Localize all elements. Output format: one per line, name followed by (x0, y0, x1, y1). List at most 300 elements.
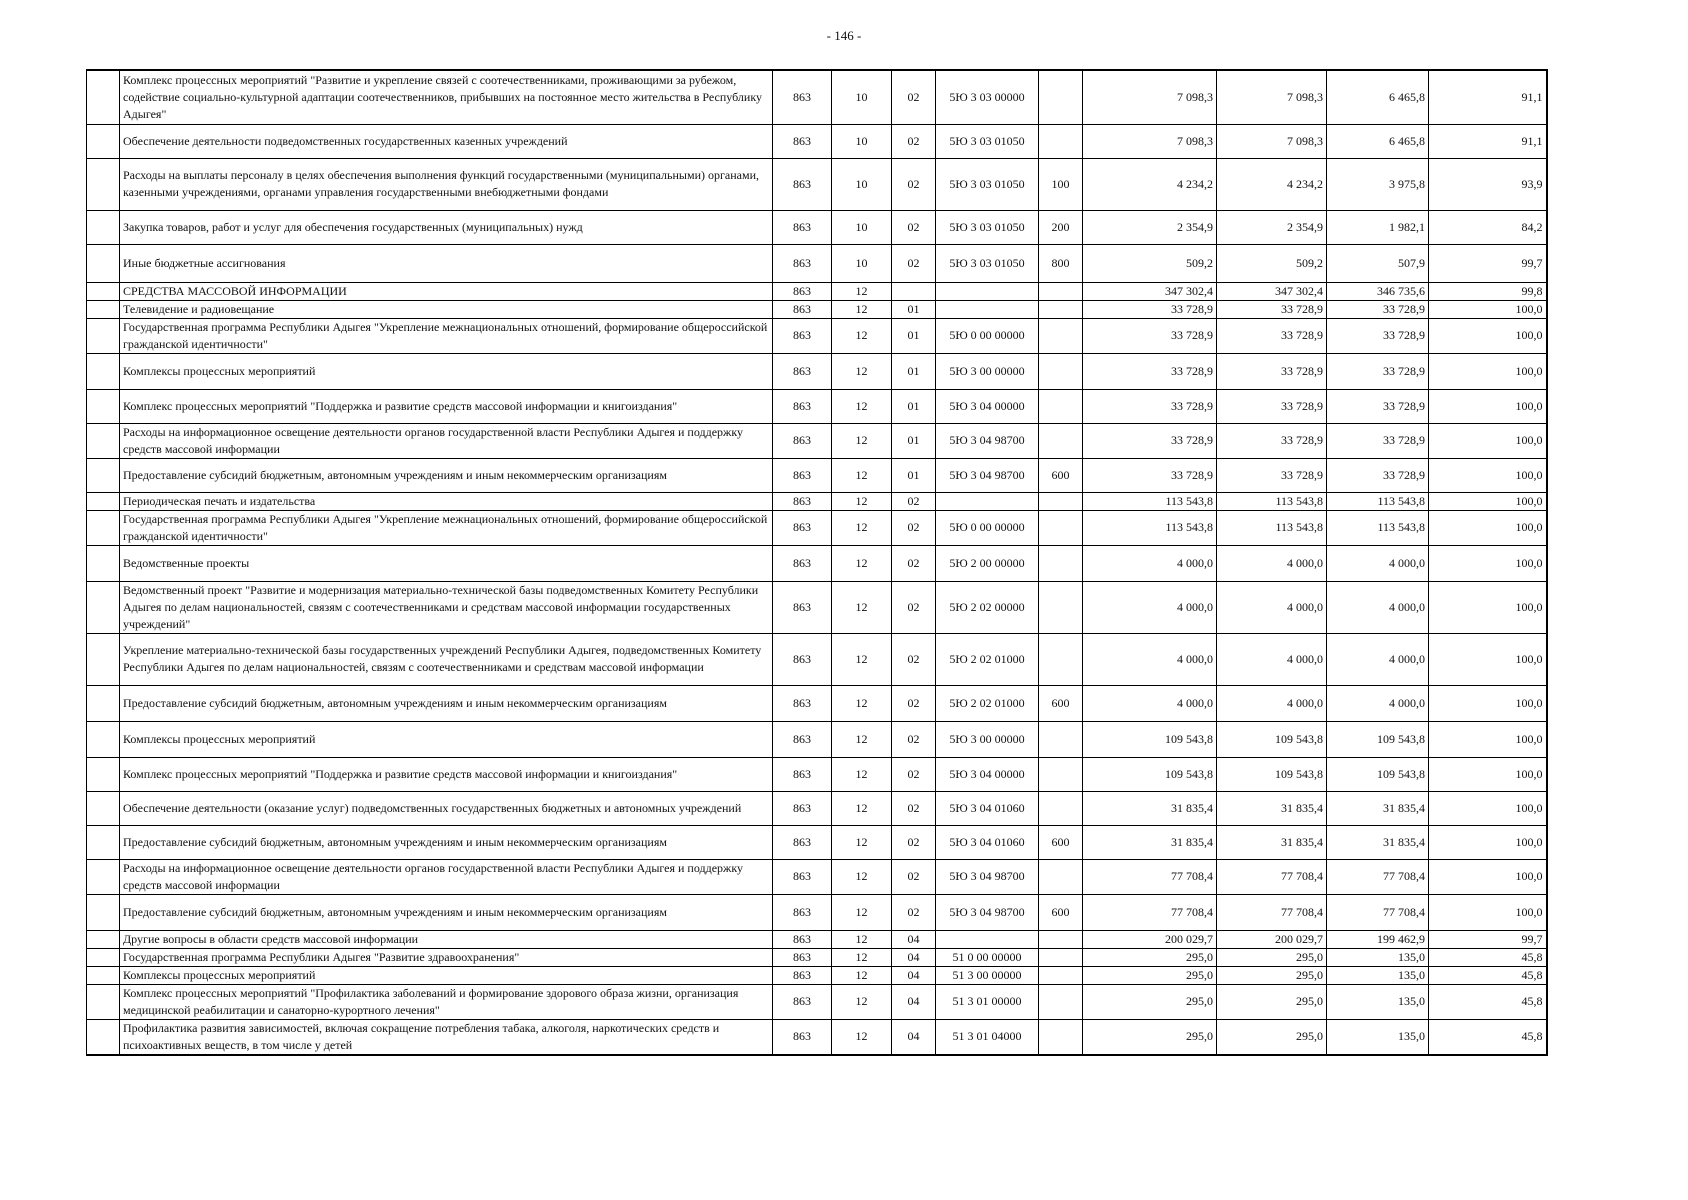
org-code: 863 (773, 244, 832, 282)
org-code: 863 (773, 458, 832, 492)
org-code: 863 (773, 859, 832, 894)
budget-table (86, 69, 1548, 1056)
refined-amount: 295,0 (1217, 984, 1327, 1019)
row-margin-cell (87, 859, 120, 894)
executed-amount: 33 728,9 (1327, 458, 1429, 492)
table-row (87, 825, 1547, 859)
refined-amount: 33 728,9 (1217, 318, 1327, 353)
row-margin-cell (87, 757, 120, 791)
target-article: 5Ю 3 04 98700 (936, 859, 1039, 894)
expense-type (1039, 757, 1083, 791)
approved-amount: 4 234,2 (1083, 158, 1217, 210)
target-article: 51 0 00 00000 (936, 948, 1039, 966)
approved-amount: 7 098,3 (1083, 124, 1217, 158)
subsection-code: 02 (892, 825, 936, 859)
row-margin-cell (87, 353, 120, 389)
executed-amount: 6 465,8 (1327, 70, 1429, 124)
section-code: 12 (832, 458, 892, 492)
approved-amount: 33 728,9 (1083, 458, 1217, 492)
table-row (87, 859, 1547, 894)
org-code: 863 (773, 423, 832, 458)
subsection-code: 01 (892, 458, 936, 492)
target-article: 5Ю 3 03 01050 (936, 124, 1039, 158)
expense-type (1039, 124, 1083, 158)
refined-amount: 7 098,3 (1217, 124, 1327, 158)
section-code: 12 (832, 633, 892, 685)
row-name: Предоставление субсидий бюджетным, автономным учреждениям и иным некоммерческим организациям (120, 894, 773, 930)
executed-amount: 33 728,9 (1327, 389, 1429, 423)
executed-amount: 507,9 (1327, 244, 1429, 282)
section-code: 12 (832, 389, 892, 423)
approved-amount: 4 000,0 (1083, 581, 1217, 633)
row-margin-cell (87, 545, 120, 581)
subsection-code: 01 (892, 353, 936, 389)
refined-amount: 109 543,8 (1217, 721, 1327, 757)
section-code: 12 (832, 581, 892, 633)
section-code: 12 (832, 859, 892, 894)
org-code: 863 (773, 633, 832, 685)
org-code: 863 (773, 545, 832, 581)
target-article (936, 282, 1039, 300)
table-row (87, 353, 1547, 389)
section-code: 10 (832, 244, 892, 282)
subsection-code: 04 (892, 966, 936, 984)
row-margin-cell (87, 458, 120, 492)
row-name: Комплекс процессных мероприятий "Поддержка и развитие средств массовой информации и книгоиздания" (120, 389, 773, 423)
execution-percent: 100,0 (1429, 389, 1547, 423)
executed-amount: 33 728,9 (1327, 300, 1429, 318)
execution-percent: 100,0 (1429, 791, 1547, 825)
refined-amount: 77 708,4 (1217, 859, 1327, 894)
refined-amount: 509,2 (1217, 244, 1327, 282)
executed-amount: 135,0 (1327, 948, 1429, 966)
refined-amount: 4 000,0 (1217, 545, 1327, 581)
expense-type: 100 (1039, 158, 1083, 210)
target-article: 5Ю 3 04 00000 (936, 757, 1039, 791)
execution-percent: 100,0 (1429, 581, 1547, 633)
expense-type (1039, 791, 1083, 825)
expense-type (1039, 423, 1083, 458)
section-code: 12 (832, 318, 892, 353)
section-code: 12 (832, 825, 892, 859)
target-article: 5Ю 3 03 01050 (936, 210, 1039, 244)
target-article: 51 3 00 00000 (936, 966, 1039, 984)
target-article (936, 492, 1039, 510)
target-article: 5Ю 2 00 00000 (936, 545, 1039, 581)
subsection-code: 02 (892, 581, 936, 633)
section-code: 12 (832, 948, 892, 966)
row-name: Телевидение и радиовещание (120, 300, 773, 318)
row-margin-cell (87, 210, 120, 244)
subsection-code: 02 (892, 894, 936, 930)
section-code: 10 (832, 210, 892, 244)
expense-type: 600 (1039, 685, 1083, 721)
expense-type: 800 (1039, 244, 1083, 282)
executed-amount: 199 462,9 (1327, 930, 1429, 948)
approved-amount: 509,2 (1083, 244, 1217, 282)
subsection-code: 01 (892, 318, 936, 353)
subsection-code: 02 (892, 859, 936, 894)
table-row (87, 458, 1547, 492)
approved-amount: 4 000,0 (1083, 633, 1217, 685)
subsection-code: 02 (892, 633, 936, 685)
target-article: 5Ю 3 00 00000 (936, 721, 1039, 757)
section-code: 12 (832, 894, 892, 930)
row-name: Обеспечение деятельности подведомственных государственных казенных учреждений (120, 124, 773, 158)
section-code: 12 (832, 966, 892, 984)
row-margin-cell (87, 510, 120, 545)
execution-percent: 100,0 (1429, 458, 1547, 492)
executed-amount: 33 728,9 (1327, 423, 1429, 458)
section-code: 10 (832, 70, 892, 124)
executed-amount: 33 728,9 (1327, 353, 1429, 389)
row-margin-cell (87, 70, 120, 124)
approved-amount: 31 835,4 (1083, 825, 1217, 859)
refined-amount: 113 543,8 (1217, 492, 1327, 510)
refined-amount: 31 835,4 (1217, 791, 1327, 825)
table-row (87, 210, 1547, 244)
execution-percent: 91,1 (1429, 70, 1547, 124)
org-code: 863 (773, 1019, 832, 1055)
row-margin-cell (87, 423, 120, 458)
table-row (87, 423, 1547, 458)
subsection-code: 02 (892, 510, 936, 545)
org-code: 863 (773, 930, 832, 948)
row-name: Иные бюджетные ассигнования (120, 244, 773, 282)
section-code: 12 (832, 353, 892, 389)
row-name: Государственная программа Республики Адыгея "Укрепление межнациональных отношений, формирование общероссийской гражданской идентичности" (120, 510, 773, 545)
table-row (87, 510, 1547, 545)
approved-amount: 200 029,7 (1083, 930, 1217, 948)
target-article: 5Ю 3 03 01050 (936, 244, 1039, 282)
org-code: 863 (773, 791, 832, 825)
execution-percent: 91,1 (1429, 124, 1547, 158)
target-article: 5Ю 3 04 98700 (936, 458, 1039, 492)
subsection-code: 04 (892, 948, 936, 966)
execution-percent: 45,8 (1429, 948, 1547, 966)
table-row (87, 492, 1547, 510)
row-margin-cell (87, 984, 120, 1019)
org-code: 863 (773, 966, 832, 984)
section-code: 12 (832, 721, 892, 757)
executed-amount: 33 728,9 (1327, 318, 1429, 353)
executed-amount: 135,0 (1327, 984, 1429, 1019)
target-article: 5Ю 3 03 00000 (936, 70, 1039, 124)
section-code: 12 (832, 282, 892, 300)
row-name: Комплекс процессных мероприятий "Развитие и укрепление связей с соотечественниками, проживающими за рубежом, содействие социально-культурной адаптации соотечественников, прибывших на постоянное место жительства в Республику Адыгея" (120, 70, 773, 124)
row-name: Расходы на информационное освещение деятельности органов государственной власти Республики Адыгея и поддержку средств массовой информации (120, 423, 773, 458)
org-code: 863 (773, 757, 832, 791)
table-row (87, 581, 1547, 633)
row-margin-cell (87, 1019, 120, 1055)
executed-amount: 113 543,8 (1327, 510, 1429, 545)
subsection-code: 01 (892, 423, 936, 458)
target-article: 5Ю 2 02 01000 (936, 685, 1039, 721)
org-code: 863 (773, 492, 832, 510)
expense-type (1039, 318, 1083, 353)
target-article: 51 3 01 04000 (936, 1019, 1039, 1055)
refined-amount: 33 728,9 (1217, 423, 1327, 458)
target-article: 5Ю 3 04 00000 (936, 389, 1039, 423)
executed-amount: 6 465,8 (1327, 124, 1429, 158)
row-name: Комплексы процессных мероприятий (120, 721, 773, 757)
table-row (87, 966, 1547, 984)
refined-amount: 33 728,9 (1217, 458, 1327, 492)
org-code: 863 (773, 685, 832, 721)
row-name: Предоставление субсидий бюджетным, автономным учреждениям и иным некоммерческим организациям (120, 825, 773, 859)
executed-amount: 113 543,8 (1327, 492, 1429, 510)
execution-percent: 45,8 (1429, 984, 1547, 1019)
subsection-code: 02 (892, 124, 936, 158)
row-margin-cell (87, 930, 120, 948)
expense-type (1039, 1019, 1083, 1055)
row-name: Периодическая печать и издательства (120, 492, 773, 510)
execution-percent: 100,0 (1429, 685, 1547, 721)
subsection-code: 02 (892, 757, 936, 791)
org-code: 863 (773, 984, 832, 1019)
approved-amount: 295,0 (1083, 966, 1217, 984)
section-code: 12 (832, 984, 892, 1019)
refined-amount: 2 354,9 (1217, 210, 1327, 244)
execution-percent: 100,0 (1429, 353, 1547, 389)
row-margin-cell (87, 721, 120, 757)
row-margin-cell (87, 282, 120, 300)
expense-type (1039, 948, 1083, 966)
org-code: 863 (773, 158, 832, 210)
execution-percent: 84,2 (1429, 210, 1547, 244)
approved-amount: 347 302,4 (1083, 282, 1217, 300)
subsection-code: 04 (892, 984, 936, 1019)
execution-percent: 93,9 (1429, 158, 1547, 210)
refined-amount: 295,0 (1217, 948, 1327, 966)
table-row (87, 984, 1547, 1019)
refined-amount: 7 098,3 (1217, 70, 1327, 124)
table-row (87, 244, 1547, 282)
refined-amount: 31 835,4 (1217, 825, 1327, 859)
row-name: Государственная программа Республики Адыгея "Развитие здравоохранения" (120, 948, 773, 966)
section-code: 12 (832, 510, 892, 545)
target-article: 5Ю 2 02 00000 (936, 581, 1039, 633)
approved-amount: 113 543,8 (1083, 510, 1217, 545)
refined-amount: 295,0 (1217, 1019, 1327, 1055)
approved-amount: 77 708,4 (1083, 894, 1217, 930)
approved-amount: 33 728,9 (1083, 300, 1217, 318)
org-code: 863 (773, 353, 832, 389)
section-code: 12 (832, 757, 892, 791)
expense-type (1039, 70, 1083, 124)
org-code: 863 (773, 825, 832, 859)
row-margin-cell (87, 492, 120, 510)
section-code: 12 (832, 930, 892, 948)
row-margin-cell (87, 244, 120, 282)
refined-amount: 295,0 (1217, 966, 1327, 984)
subsection-code: 02 (892, 721, 936, 757)
approved-amount: 33 728,9 (1083, 423, 1217, 458)
section-code: 10 (832, 158, 892, 210)
approved-amount: 4 000,0 (1083, 545, 1217, 581)
approved-amount: 2 354,9 (1083, 210, 1217, 244)
approved-amount: 33 728,9 (1083, 353, 1217, 389)
expense-type (1039, 984, 1083, 1019)
execution-percent: 100,0 (1429, 318, 1547, 353)
refined-amount: 109 543,8 (1217, 757, 1327, 791)
subsection-code (892, 282, 936, 300)
execution-percent: 100,0 (1429, 633, 1547, 685)
refined-amount: 347 302,4 (1217, 282, 1327, 300)
refined-amount: 4 000,0 (1217, 633, 1327, 685)
row-name: Комплекс процессных мероприятий "Профилактика заболеваний и формирование здорового образа жизни, организация медицинской реабилитации и санаторно-курортного лечения" (120, 984, 773, 1019)
approved-amount: 31 835,4 (1083, 791, 1217, 825)
refined-amount: 113 543,8 (1217, 510, 1327, 545)
row-margin-cell (87, 894, 120, 930)
table-row (87, 894, 1547, 930)
executed-amount: 31 835,4 (1327, 791, 1429, 825)
expense-type (1039, 721, 1083, 757)
subsection-code: 02 (892, 545, 936, 581)
execution-percent: 100,0 (1429, 757, 1547, 791)
row-margin-cell (87, 581, 120, 633)
row-name: Комплекс процессных мероприятий "Поддержка и развитие средств массовой информации и книгоиздания" (120, 757, 773, 791)
approved-amount: 77 708,4 (1083, 859, 1217, 894)
executed-amount: 77 708,4 (1327, 859, 1429, 894)
org-code: 863 (773, 510, 832, 545)
table-row (87, 300, 1547, 318)
subsection-code: 02 (892, 158, 936, 210)
subsection-code: 04 (892, 930, 936, 948)
target-article: 5Ю 0 00 00000 (936, 318, 1039, 353)
page-number: - 146 - (826, 28, 862, 43)
execution-percent: 100,0 (1429, 825, 1547, 859)
target-article (936, 300, 1039, 318)
executed-amount: 4 000,0 (1327, 633, 1429, 685)
section-code: 10 (832, 124, 892, 158)
expense-type (1039, 389, 1083, 423)
table-row (87, 545, 1547, 581)
section-code: 12 (832, 492, 892, 510)
approved-amount: 295,0 (1083, 948, 1217, 966)
target-article: 5Ю 3 04 01060 (936, 825, 1039, 859)
refined-amount: 77 708,4 (1217, 894, 1327, 930)
target-article: 5Ю 2 02 01000 (936, 633, 1039, 685)
row-margin-cell (87, 300, 120, 318)
row-name: Расходы на информационное освещение деятельности органов государственной власти Республики Адыгея и поддержку средств массовой информации (120, 859, 773, 894)
row-name: Комплексы процессных мероприятий (120, 353, 773, 389)
subsection-code: 02 (892, 685, 936, 721)
execution-percent: 100,0 (1429, 510, 1547, 545)
row-name: Профилактика развития зависимостей, включая сокращение потребления табака, алкоголя, наркотических средств и психоактивных веществ, в том числе у детей (120, 1019, 773, 1055)
table-row (87, 282, 1547, 300)
target-article: 5Ю 0 00 00000 (936, 510, 1039, 545)
table-row (87, 389, 1547, 423)
approved-amount: 109 543,8 (1083, 757, 1217, 791)
org-code: 863 (773, 948, 832, 966)
expense-type (1039, 282, 1083, 300)
refined-amount: 4 000,0 (1217, 581, 1327, 633)
execution-percent: 100,0 (1429, 894, 1547, 930)
expense-type (1039, 545, 1083, 581)
execution-percent: 100,0 (1429, 492, 1547, 510)
target-article: 5Ю 3 04 98700 (936, 423, 1039, 458)
refined-amount: 4 234,2 (1217, 158, 1327, 210)
section-code: 12 (832, 545, 892, 581)
table-row (87, 948, 1547, 966)
executed-amount: 4 000,0 (1327, 685, 1429, 721)
subsection-code: 02 (892, 244, 936, 282)
executed-amount: 4 000,0 (1327, 581, 1429, 633)
execution-percent: 100,0 (1429, 423, 1547, 458)
approved-amount: 33 728,9 (1083, 389, 1217, 423)
refined-amount: 33 728,9 (1217, 353, 1327, 389)
row-name: Расходы на выплаты персоналу в целях обеспечения выполнения функций государственными (муниципальными) органами, казенными учреждениями, органами управления государственными внебюджетными фондами (120, 158, 773, 210)
table-row (87, 930, 1547, 948)
row-name: Предоставление субсидий бюджетным, автономным учреждениям и иным некоммерческим организациям (120, 458, 773, 492)
target-article: 5Ю 3 04 01060 (936, 791, 1039, 825)
executed-amount: 31 835,4 (1327, 825, 1429, 859)
table-row (87, 633, 1547, 685)
row-name: СРЕДСТВА МАССОВОЙ ИНФОРМАЦИИ (120, 282, 773, 300)
row-name: Ведомственные проекты (120, 545, 773, 581)
executed-amount: 346 735,6 (1327, 282, 1429, 300)
row-name: Ведомственный проект "Развитие и модернизация материально-технической базы подведомственных Комитету Республики Адыгея по делам национальностей, связям с соотечественниками и средствам массовой информации государственных учреждений" (120, 581, 773, 633)
execution-percent: 99,7 (1429, 244, 1547, 282)
execution-percent: 100,0 (1429, 859, 1547, 894)
table-row (87, 124, 1547, 158)
approved-amount: 7 098,3 (1083, 70, 1217, 124)
subsection-code: 01 (892, 300, 936, 318)
row-name: Обеспечение деятельности (оказание услуг) подведомственных государственных бюджетных и автономных учреждений (120, 791, 773, 825)
subsection-code: 02 (892, 70, 936, 124)
budget-rows (87, 70, 1547, 1055)
approved-amount: 295,0 (1083, 984, 1217, 1019)
expense-type (1039, 633, 1083, 685)
org-code: 863 (773, 318, 832, 353)
row-name: Предоставление субсидий бюджетным, автономным учреждениям и иным некоммерческим организациям (120, 685, 773, 721)
subsection-code: 01 (892, 389, 936, 423)
section-code: 12 (832, 423, 892, 458)
execution-percent: 99,8 (1429, 282, 1547, 300)
table-row (87, 791, 1547, 825)
approved-amount: 4 000,0 (1083, 685, 1217, 721)
execution-percent: 45,8 (1429, 966, 1547, 984)
subsection-code: 02 (892, 210, 936, 244)
expense-type (1039, 966, 1083, 984)
target-article: 5Ю 3 04 98700 (936, 894, 1039, 930)
table-row (87, 685, 1547, 721)
table-row (87, 70, 1547, 124)
row-margin-cell (87, 124, 120, 158)
execution-percent: 45,8 (1429, 1019, 1547, 1055)
expense-type (1039, 859, 1083, 894)
approved-amount: 113 543,8 (1083, 492, 1217, 510)
executed-amount: 4 000,0 (1327, 545, 1429, 581)
table-row (87, 158, 1547, 210)
approved-amount: 109 543,8 (1083, 721, 1217, 757)
expense-type: 200 (1039, 210, 1083, 244)
executed-amount: 1 982,1 (1327, 210, 1429, 244)
execution-percent: 100,0 (1429, 545, 1547, 581)
expense-type (1039, 353, 1083, 389)
row-margin-cell (87, 948, 120, 966)
row-margin-cell (87, 633, 120, 685)
row-name: Другие вопросы в области средств массовой информации (120, 930, 773, 948)
refined-amount: 33 728,9 (1217, 300, 1327, 318)
org-code: 863 (773, 721, 832, 757)
table-row (87, 318, 1547, 353)
row-name: Укрепление материально-технической базы государственных учреждений Республики Адыгея, подведомственных Комитету Республики Адыгея по делам национальностей, связям с соотечественниками и средствам массовой информации (120, 633, 773, 685)
target-article: 51 3 01 00000 (936, 984, 1039, 1019)
row-margin-cell (87, 389, 120, 423)
executed-amount: 77 708,4 (1327, 894, 1429, 930)
